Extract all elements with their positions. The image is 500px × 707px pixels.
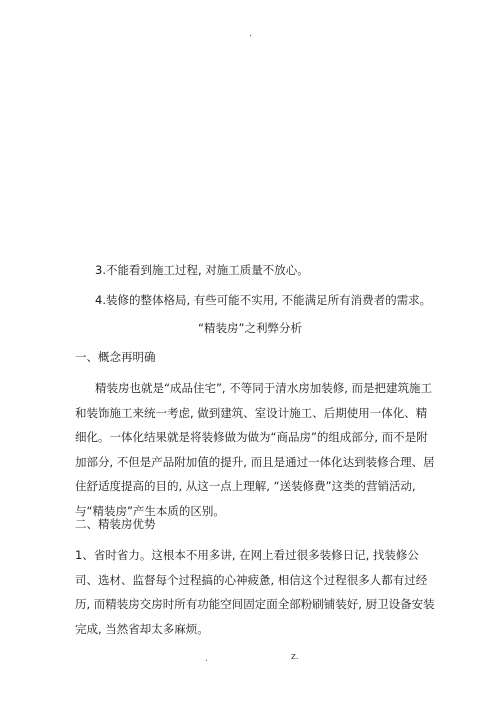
paragraph-advantages: 1、省时省力。这根本不用多讲, 在网上看过很多装修日记, 找装修公司、选材、监督每个过程搞的心神疲惫, 相信这个过程很多人都有过经历, 而精装房交房时所有功能空间固定面全部粉刷铺装好, 厨卫设备安装完成, 当然省却太多麻烦。 — [75, 548, 435, 636]
list-item-4: 4.装修的整体格局, 有些可能不实用, 不能满足所有消费者的需求。 — [95, 293, 432, 307]
list-item-3: 3.不能看到施工过程, 对施工质量不放心。 — [95, 263, 309, 277]
page-mark-bottom-left: . — [205, 654, 208, 664]
section-title: “精装房”之利弊分析 — [198, 321, 302, 335]
heading-concept: 一、概念再明确 — [75, 350, 156, 364]
paragraph-concept-text: 精装房也就是“成品住宅”, 不等同于清水房加装修, 而是把建筑施工和装饰施工来统一考虑, 做到建筑、室设计施工、后期使用一体化、精细化。一体化结果就是将装修做为做为“商品房”的组成部分, 而不是附加部分, 不但是产品附加值的提升, 而且是通过一体化达到装修合理、居住舒适度提高的目的, 从这一点上理解, “送装修费”这类的营销活动, 与“精装房”产生本质的区别。 — [75, 381, 435, 518]
heading-advantages: 二、精装房优势 — [75, 517, 156, 531]
page-mark-bottom-right: z. — [291, 652, 299, 662]
page-mark-top: . — [249, 29, 252, 39]
paragraph-concept — [75, 376, 435, 524]
